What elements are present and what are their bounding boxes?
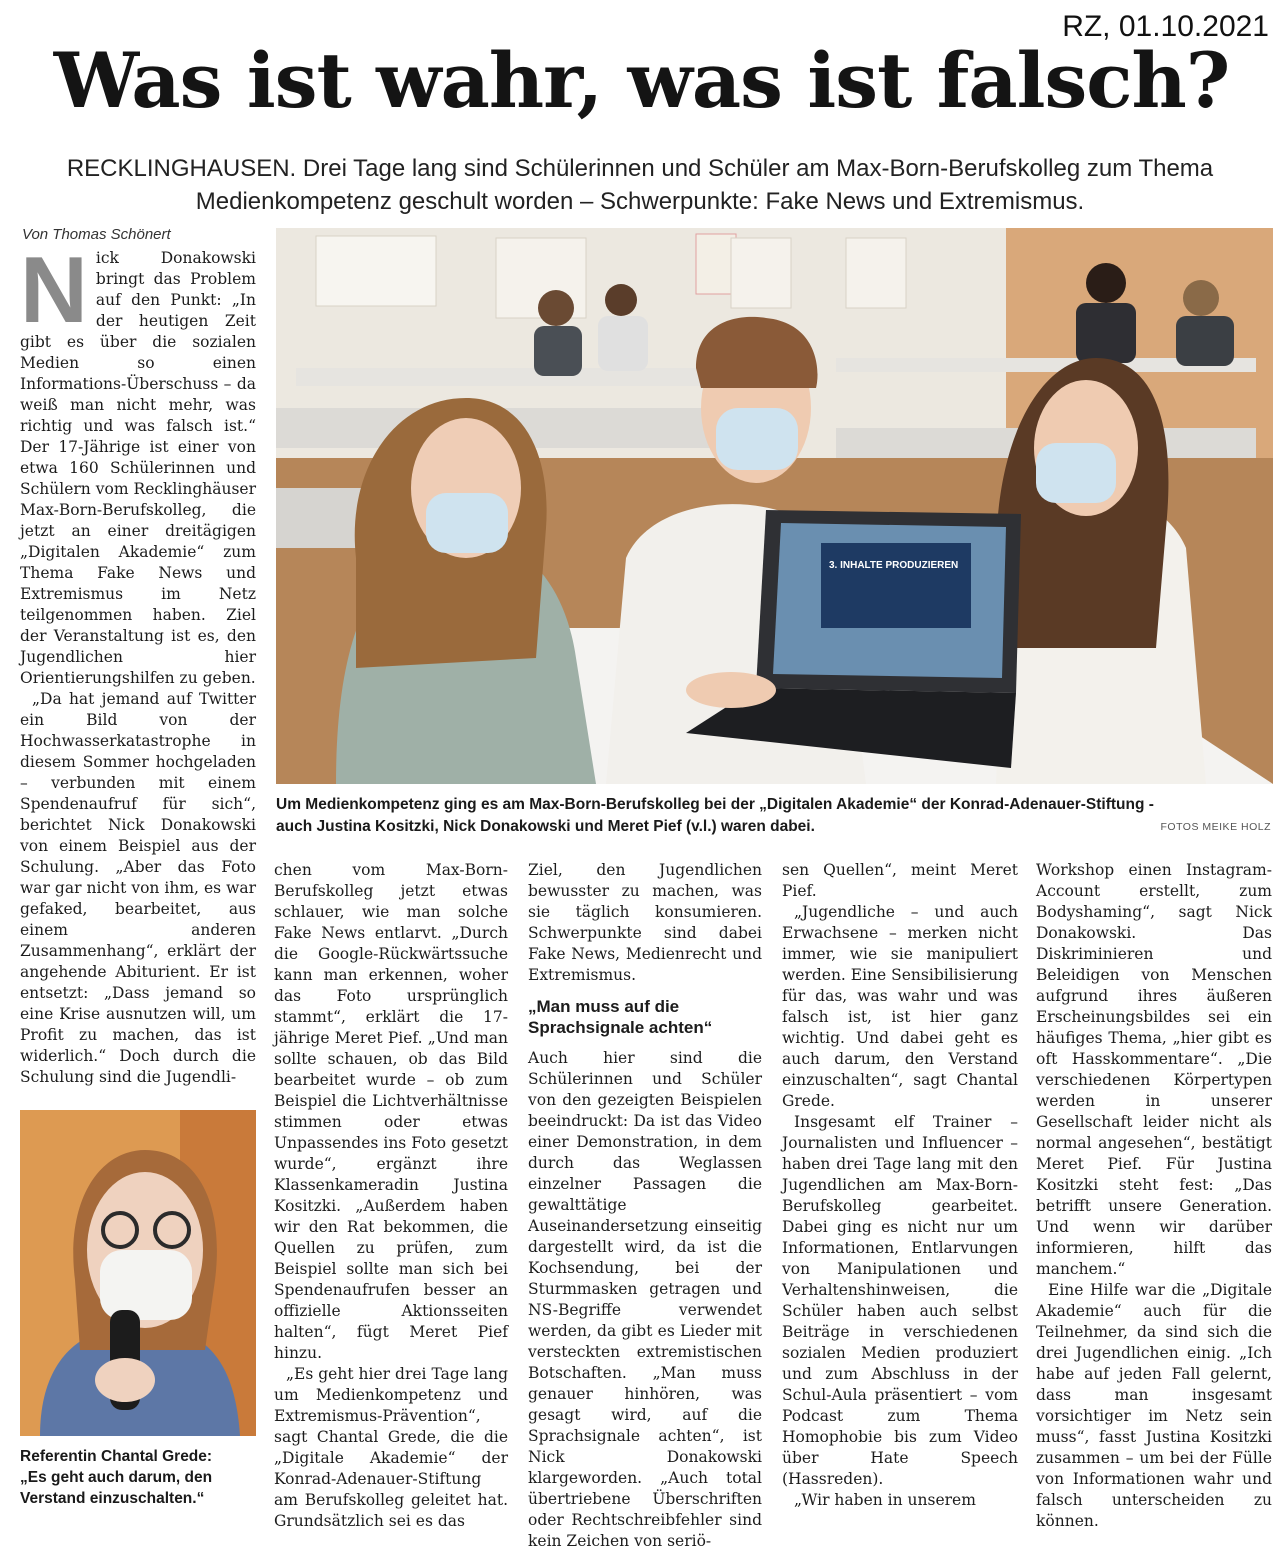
- article-paragraph: „Es geht hier drei Tage lang um Medienkompetenz und Extremismus-Prävention“, sagt Chantal Grede, die die „Digitale Akademie“ der Konrad-Adenauer-Stiftung am Berufskolleg geleitet hat. Grundsätzlich sei es das: [274, 1365, 508, 1530]
- article-paragraph: Workshop einen Instagram-Account erstellt, zum Bodyshaming“, sagt Nick Donakowski. Das Diskriminieren und Beleidigen von Menschen aufgrund ihres äußeren Erscheinungsbildes sei ein häufiges Thema, „hier gibt es oft Hasskommentare“. „Die verschiedenen Körpertypen werden in unserer Gesellschaft leider nicht als normal angesehen“, bestätigt Meret Pief. Für Justina Kositzki steht fest: „Das betrifft unsere Generation. Und wenn wir darüber informieren, hilft das manchem.“: [1036, 861, 1272, 1278]
- byline: Von Thomas Schönert: [22, 226, 171, 243]
- article-paragraph: sen Quellen“, meint Meret Pief.: [782, 861, 1018, 900]
- main-photo: [276, 228, 1273, 784]
- classroom-photo-illustration: [276, 228, 1273, 784]
- article-column-4: [782, 860, 1018, 1512]
- deck: [40, 152, 1240, 218]
- photo-caption: [276, 794, 1273, 838]
- deck-line-2: Medienkompetenz geschult worden – Schwerpunkte: Fake News und Extremismus.: [195, 188, 1085, 215]
- laptop-slide-heading: 3. INHALTE PRODUZIEREN: [829, 560, 959, 571]
- article-paragraph: „Jugendliche – und auch Erwachsene – merken nicht immer, wie sie manipuliert werden. Eine Sensibilisierung für das, was wahr und was falsch ist, ist hier ganz wichtig. Und dabei geht es auch darum, den Verstand einzuschalten“, sagt Chantal Grede.: [782, 903, 1018, 1110]
- article-paragraph: „Wir haben in unserem: [794, 1491, 976, 1509]
- lead-text: ick Donakowski bringt das Problem auf den Punkt: „In der heutigen Zeit gibt es über die sozialen Medien so einen Informations-Überschuss – da weiß man nicht mehr, was richtig und was falsch ist.“ Der 17-Jährige ist einer von etwa 160 Schülerinnen und Schülern vom Recklinghäuser Max-Born-Berufskolleg, die jetzt an einer dreitägigen „Digitalen Akademie“ zum Thema Fake News und Extremismus im Netz teilgenommen haben. Ziel der Veranstaltung ist es, den Jugendlichen hier Orientierungshilfen zu geben.: [20, 249, 256, 687]
- photo-caption-line-2: auch Justina Kositzki, Nick Donakowski und Meret Pief (v.l.) waren dabei.: [276, 818, 815, 835]
- article-column-2: [274, 860, 508, 1530]
- deck-line-1: RECKLINGHAUSEN. Drei Tage lang sind Schülerinnen und Schüler am Max-Born-Berufskolleg zum Thema: [66, 155, 1214, 182]
- article-paragraph: chen vom Max-Born-Berufskolleg jetzt etwas schlauer, wie man solche Fake News entlarvt. „Durch die Google-Rückwärtssuche kann man erkennen, woher das Foto ursprünglich stammt“, erklärt die 17-jährige Meret Pief. „Und man sollte schauen, ob das Bild bearbeitet wurde – ob zum Beispiel die Lichtverhältnisse stimmen oder etwas Unpassendes ins Foto gesetzt wurde“, ergänzt ihre Klassenkameradin Justina Kositzki. „Außerdem haben wir den Rat bekommen, die Quellen zu prüfen, zum Beispiel sollte man sich bei Spendenaufrufen besser an offizielle Aktionsseiten halten“, fügt Meret Pief hinzu.: [274, 861, 508, 1362]
- portrait-caption-line-1: Referentin Chantal Grede:: [20, 1448, 213, 1465]
- article-lead-paragraph: [20, 237, 256, 689]
- article-paragraph: Ziel, den Jugendlichen bewusster zu machen, was sie täglich konsumieren. Schwerpunkte sind dabei Fake News, Medienrecht und Extremismus.: [528, 861, 762, 984]
- article-column-3: [528, 860, 762, 1550]
- portrait-caption-line-3: Verstand einzuschalten.“: [20, 1490, 205, 1507]
- article-paragraph: Auch hier sind die Schülerinnen und Schüler von den gezeigten Beispielen beeindruckt: Da ist das Video einer Demonstration, in dem durch das Weglassen einzelner Passagen die gewalttätige Auseinandersetzung einseitig dargestellt wird, da ist die Kochsendung, bei der Sturmmasken getragen und NS-Begriffe verwendet werden, da gibt es Lieder mit versteckten extremistischen Botschaften. „Man muss genauer hinhören, was gesagt wird, auf die Sprachsignale achten“, ist Nick Donakowski klargeworden. „Auch total übertriebene Überschriften oder Rechtschreibfehler sind kein Zeichen von seriö-: [528, 1049, 762, 1550]
- photo-caption-line-1: Um Medienkompetenz ging es am Max-Born-Berufskolleg bei der „Digitalen Akademie“ der Konrad-Adenauer-Stiftung -: [276, 796, 1154, 813]
- article-column-5: [1036, 860, 1272, 1530]
- source-date-tag: RZ, 01.10.2021: [1062, 10, 1269, 43]
- photo-credit: FOTOS MEIKE HOLZ: [1160, 821, 1271, 833]
- dropcap-letter: N: [20, 237, 88, 342]
- portrait-illustration: [20, 1110, 256, 1436]
- portrait-caption: [20, 1446, 260, 1509]
- article-paragraph: „Da hat jemand auf Twitter ein Bild von der Hochwasserkatastrophe in diesem Sommer hochgeladen – verbunden mit einem Spendenaufruf für sich“, berichtet Nick Donakowski von einem Beispiel aus der Schulung. „Aber das Foto war gar nicht von ihm, es war gefaked, bearbeitet, aus einem anderen Zusammenhang“, erklärt der angehende Abiturient. Er ist entsetzt: „Dass jemand so eine Krise ausnutzen will, um Profit zu machen, das ist widerlich.“ Doch durch die Schulung sind die Jugendli-: [20, 690, 256, 1086]
- headline: Was ist wahr, was ist falsch?: [53, 36, 1230, 125]
- article-column-1: [20, 237, 256, 1094]
- portrait-caption-line-2: „Es geht auch darum, den: [20, 1469, 213, 1486]
- portrait-photo: [20, 1110, 256, 1436]
- article-paragraph: Eine Hilfe war die „Digitale Akademie“ auch für die Teilnehmer, da sind sich die drei Jugendlichen einig. „Ich habe auf jeden Fall gelernt, dass man insgesamt vorsichtiger im Netz sein muss“, fasst Justina Kositzki zusammen – um bei der Fülle von Informationen wahr und falsch unterscheiden zu können.: [1036, 1281, 1272, 1530]
- article-paragraph: Insgesamt elf Trainer – Journalisten und Influencer – haben drei Tage lang mit den Jugendlichen am Max-Born-Berufskolleg gearbeitet. Dabei ging es nicht nur um Informationen, Entlarvungen von Manipulationen und Verhaltenshinweisen, die Schüler haben auch selbst Beiträge in verschiedenen sozialen Medien produziert und zum Abschluss in der Schul-Aula präsentiert – vom Podcast zum Thema Homophobie bis zum Video über Hate Speech (Hassreden).: [782, 1113, 1018, 1488]
- article-subhead: „Man muss auf die Sprachsignale achten“: [528, 997, 713, 1037]
